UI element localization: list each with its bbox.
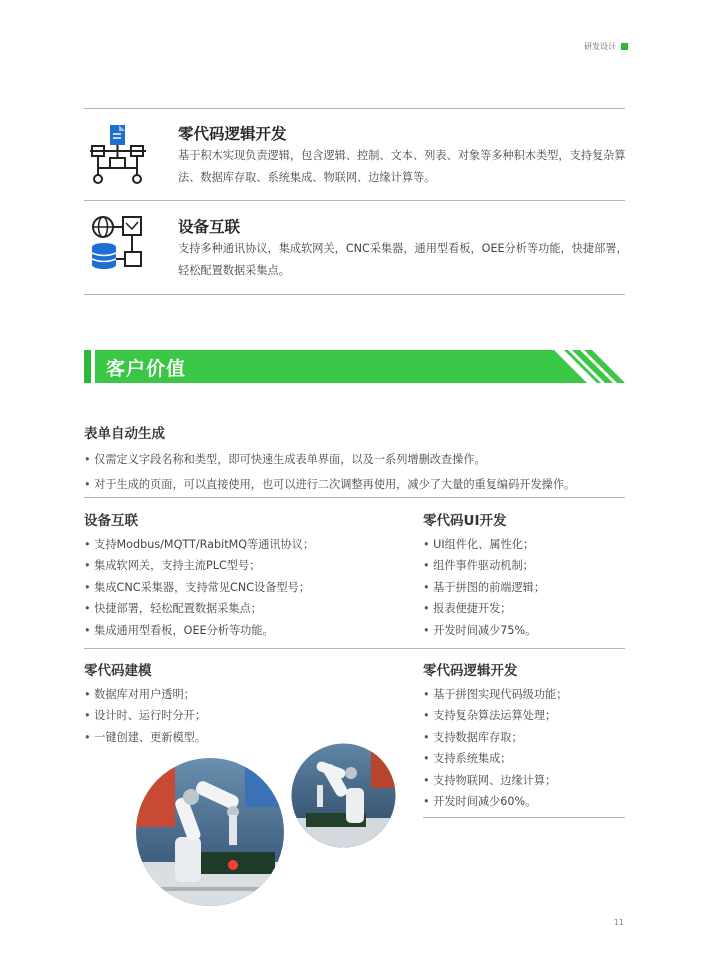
list-item: • 快捷部署，轻松配置数据采集点； [84, 600, 262, 616]
feature-title: 零代码逻辑开发 [178, 125, 287, 143]
list-item: • 支持复杂算法运算处理； [423, 707, 556, 723]
banner-title: 客户价值 [106, 358, 187, 380]
list-item: • 开发时间减少75%。 [423, 622, 536, 638]
page-number: 11 [613, 918, 624, 927]
flowchart-icon [88, 123, 150, 185]
list-item: • 基于拼图实现代码级功能； [423, 686, 567, 702]
list-item: • 支持数据库存取； [423, 729, 523, 745]
list-item: • 仅需定义字段名称和类型，即可快速生成表单界面，以及一系列增删改查操作。 [84, 451, 486, 467]
list-item: • 支持系统集成； [423, 750, 511, 766]
divider [84, 200, 625, 201]
stripe-decoration-icon [554, 350, 625, 383]
divider [84, 497, 625, 498]
list-item: • 支持Modbus/MQTT/RabitMQ等通讯协议； [84, 536, 314, 552]
divider [84, 648, 625, 649]
section-label: 研发设计 [584, 42, 616, 51]
list-item: • 数据库对用户透明； [84, 686, 195, 702]
section-header-tag [584, 41, 628, 52]
robot-arm-photo-small [291, 743, 396, 848]
list-item: • 对于生成的页面，可以直接使用，也可以进行二次调整再使用，减少了大量的重复编码开发操作。 [84, 476, 575, 492]
section-title: 零代码建模 [84, 663, 152, 679]
section-banner [84, 350, 625, 383]
list-item: • 组件事件驱动机制； [423, 557, 534, 573]
list-item: • 集成通用型看板，OEE分析等功能。 [84, 622, 274, 638]
list-item: • 集成软网关，支持主流PLC型号； [84, 557, 260, 573]
list-item: • 支持物联网、边缘计算； [423, 772, 556, 788]
divider [423, 817, 625, 818]
section-title: 零代码逻辑开发 [423, 663, 518, 679]
feature-title: 设备互联 [178, 218, 241, 236]
list-item: • 基于拼图的前端逻辑； [423, 579, 545, 595]
section-title: 零代码UI开发 [423, 513, 507, 529]
list-item: • 一键创建、更新模型。 [84, 729, 206, 745]
feature-description: 支持多种通讯协议，集成软网关，CNC采集器，通用型看板，OEE分析等功能，快捷部署，轻松配置数据采集点。 [178, 242, 628, 277]
list-item: • 报表便捷开发； [423, 600, 511, 616]
section-title: 表单自动生成 [84, 426, 165, 442]
list-item: • 开发时间减少60%。 [423, 793, 536, 809]
section-title: 设备互联 [84, 513, 138, 529]
feature-description: 基于积木实现负责逻辑，包含逻辑、控制、文本、列表、对象等多种积木类型，支持复杂算法、数据库存取、系统集成、物联网、边缘计算等。 [178, 149, 626, 184]
network-database-icon [90, 214, 146, 272]
robot-arm-photo-large [135, 757, 285, 907]
list-item: • UI组件化、属性化； [423, 536, 534, 552]
list-item: • 设计时、运行时分开； [84, 707, 206, 723]
divider [84, 108, 625, 109]
list-item: • 集成CNC采集器，支持常见CNC设备型号； [84, 579, 310, 595]
green-square-icon [621, 43, 628, 50]
divider [84, 294, 625, 295]
